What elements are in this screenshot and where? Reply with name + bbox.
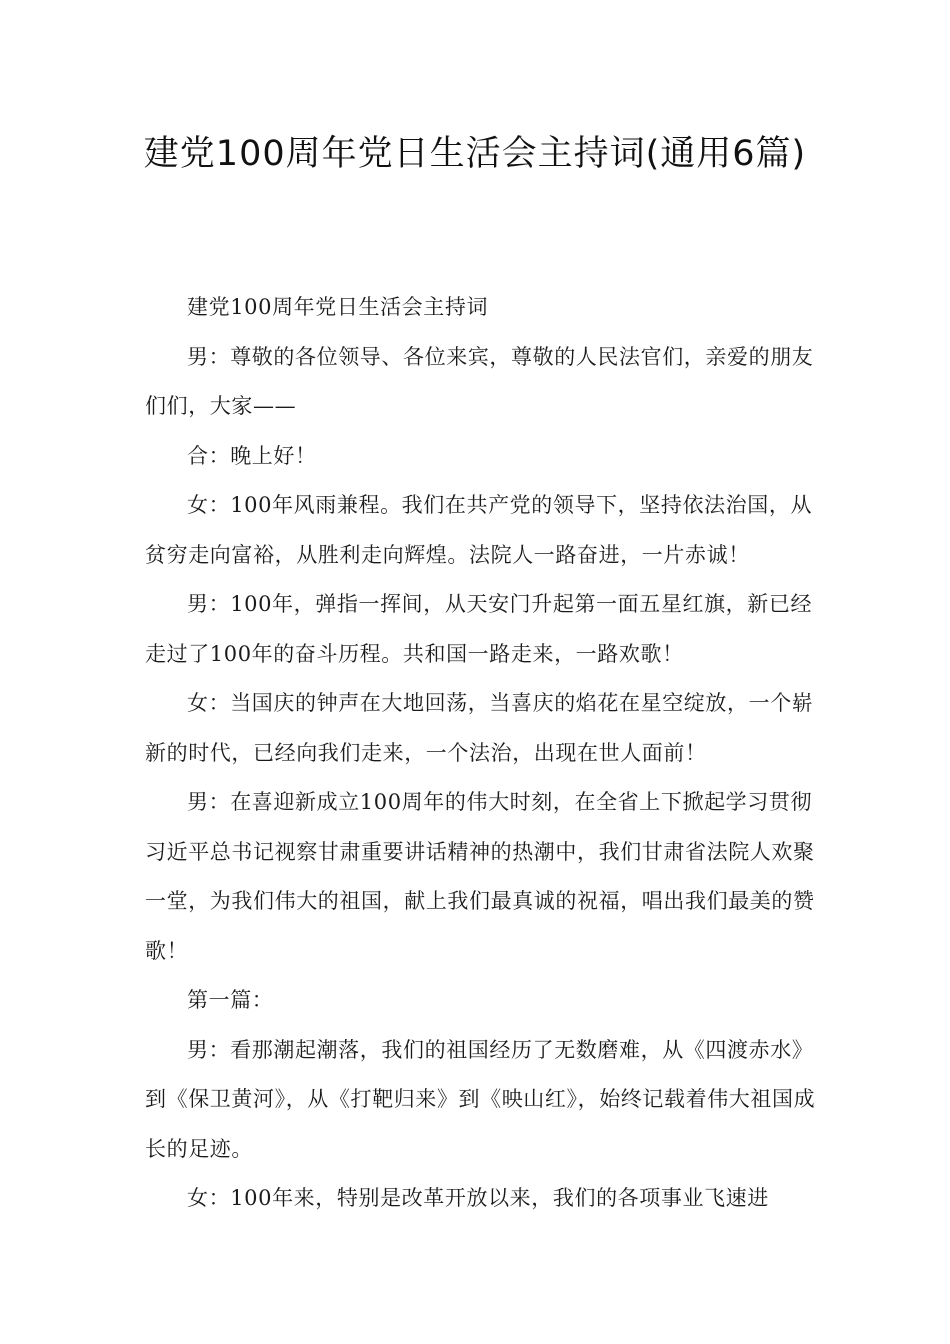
paragraph-subtitle: 建党100周年党日生活会主持词 bbox=[187, 295, 489, 319]
paragraph: 男：看那潮起潮落，我们的祖国经历了无数磨难，从《四渡赤水》到《保卫黄河》，从《打靶归来》到《映山红》，始终记载着伟大祖国成长的足迹。 bbox=[145, 1037, 816, 1161]
paragraph: 男：在喜迎新成立100周年的伟大时刻，在全省上下掀起学习贯彻习近平总书记视察甘肃重要讲话精神的热潮中，我们甘肃省法院人欢聚一堂，为我们伟大的祖国，献上我们最真诚的祝福，唱出我们最美的赞歌！ bbox=[145, 790, 815, 963]
paragraph: 合：晚上好！ bbox=[187, 443, 317, 468]
paragraph: 男：100年，弹指一挥间，从天安门升起第一面五星红旗，新已经走过了100年的奋斗历程。共和国一路走来，一路欢歌！ bbox=[145, 592, 813, 666]
paragraph: 男：尊敬的各位领导、各位来宾，尊敬的人民法官们，亲爱的朋友们们，大家—— bbox=[145, 344, 814, 418]
document-body bbox=[145, 283, 825, 1224]
paragraph: 女：100年风雨兼程。我们在共产党的领导下，坚持依法治国，从贫穷走向富裕，从胜利走向辉煌。法院人一路奋进，一片赤诚！ bbox=[145, 493, 813, 567]
paragraph: 女：100年来，特别是改革开放以来，我们的各项事业飞速进 bbox=[187, 1186, 769, 1210]
section-heading: 第一篇： bbox=[187, 988, 274, 1012]
document-title: 建党100周年党日生活会主持词(通用6篇) bbox=[143, 134, 807, 174]
paragraph: 女：当国庆的钟声在大地回荡，当喜庆的焰花在星空绽放，一个崭新的时代，已经向我们走来，一个法治，出现在世人面前！ bbox=[145, 691, 814, 765]
